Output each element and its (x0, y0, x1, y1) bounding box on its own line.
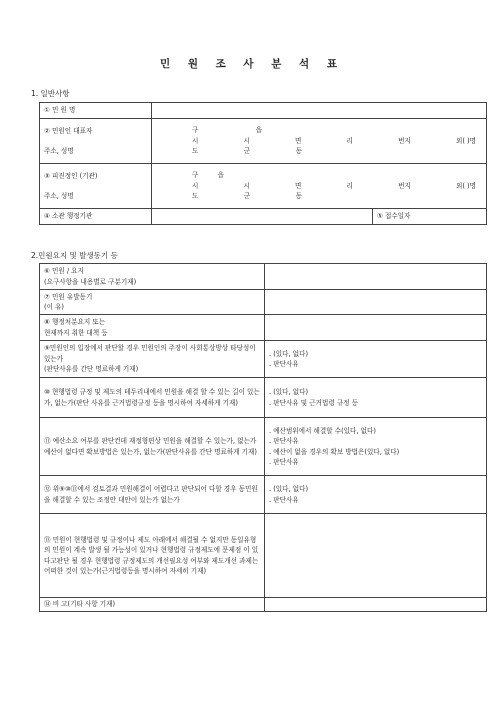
complainant-address-field[interactable]: 구 읍 시 시 면 리 번지 외( )명 도 군 동 (152, 119, 487, 164)
item-8-question: ⑧ 행정처분요지 또는 현재까지 취한 대책 등 (40, 315, 265, 341)
item-6-question: ⑥ 민원 / 요지 (요구사항을 내용별로 구분기재) (40, 264, 265, 290)
respondent-label: ③ 피진정인 (기관) 주소, 성명 (40, 164, 152, 209)
page-title: 민 원 조 사 분 석 표 (160, 58, 344, 70)
item-14-question: ⑭ 비 고(기타 사항 기재) (40, 598, 265, 612)
item-12-question: ⑫ 위⑨⑩⑪에서 검토결과 민원해결이 어렵다고 판단되어 다할 경우 동민원을 해결할 수 있는 조정안 대안이 있는가 없는가 (40, 476, 265, 514)
item-13-question: ⑬ 민원이 현행법령 및 규정이나 제도 아래에서 해결될 수 없지만 동일유형의 민원이 계속 발생 될 가능성이 있거나 현행법령 규정제도에 문제점 이 있다고판단 될 경우 현행법령 규정제도의 개선필요성 여부와 제도개선 과제는 어떠한 것이 있는가(근거법령등을 명시하여 자세히 기재) (40, 514, 265, 598)
item-7-question: ⑦ 민원 유발동기 (이 유) (40, 290, 265, 315)
complainant-label: ② 민원인 대표자 주소, 성명 (40, 119, 152, 164)
item-11-question: ⑪ 예산소요 여부를 판단컨데 재정형편상 민원을 해결할 수 있는가, 없는가 예산이 없다면 확보방법은 있는가, 없는가(판단사유를 간단 명료하게 기재) (40, 418, 265, 476)
item-10-answer[interactable]: . (있다, 없다) . 판단사유 및 근거법령 규정 등 (265, 378, 487, 418)
complaint-name-label: ① 민 원 명 (40, 103, 152, 119)
item-13-answer[interactable] (265, 514, 487, 598)
respondent-address-field[interactable]: 구 읍 시 시 면 리 번지 외( )명 도 군 동 (152, 164, 487, 209)
section-general-heading: 1. 일반사항 (31, 89, 70, 98)
item-9-answer[interactable]: . (있다, 없다) . 판단사유 (265, 341, 487, 378)
summary-table (39, 263, 487, 612)
item-9-question: ⑨민원인의 입장에서 판단할 경우 민원인의 주장이 사회통상방상 타당성이 있는가 (판단사유를 간단 명료하게 기재) (40, 341, 265, 378)
item-11-answer[interactable]: . 예산범위에서 해결할 수(있다, 없다) . 판단사유 . 예산이 없을 경우의 확보 방법은(있다, 없다) . 판단사유 (265, 418, 487, 476)
receipt-date-label: ⑤ 접수일자 (373, 209, 487, 225)
item-14-answer[interactable] (265, 598, 487, 612)
item-6-answer[interactable] (265, 264, 487, 290)
agency-field[interactable] (152, 209, 373, 225)
item-8-answer[interactable] (265, 315, 487, 341)
section-summary-heading: 2.민원요지 및 발생동기 등 (31, 251, 118, 260)
agency-label: ④ 소관 행정기관 (40, 209, 152, 225)
item-12-answer[interactable]: . (있다, 없다) . 판단사유 (265, 476, 487, 514)
general-info-table (39, 102, 487, 225)
complaint-name-field[interactable] (152, 103, 487, 119)
item-10-question: ⑩ 현행법령 규정 및 제도의 테두리내에서 민원을 해결 할 수 있는 길이 있는가, 없는가(판단 사유를 근거법령규정 등을 명시하여 자세하게 기재) (40, 378, 265, 418)
item-7-answer[interactable] (265, 290, 487, 315)
